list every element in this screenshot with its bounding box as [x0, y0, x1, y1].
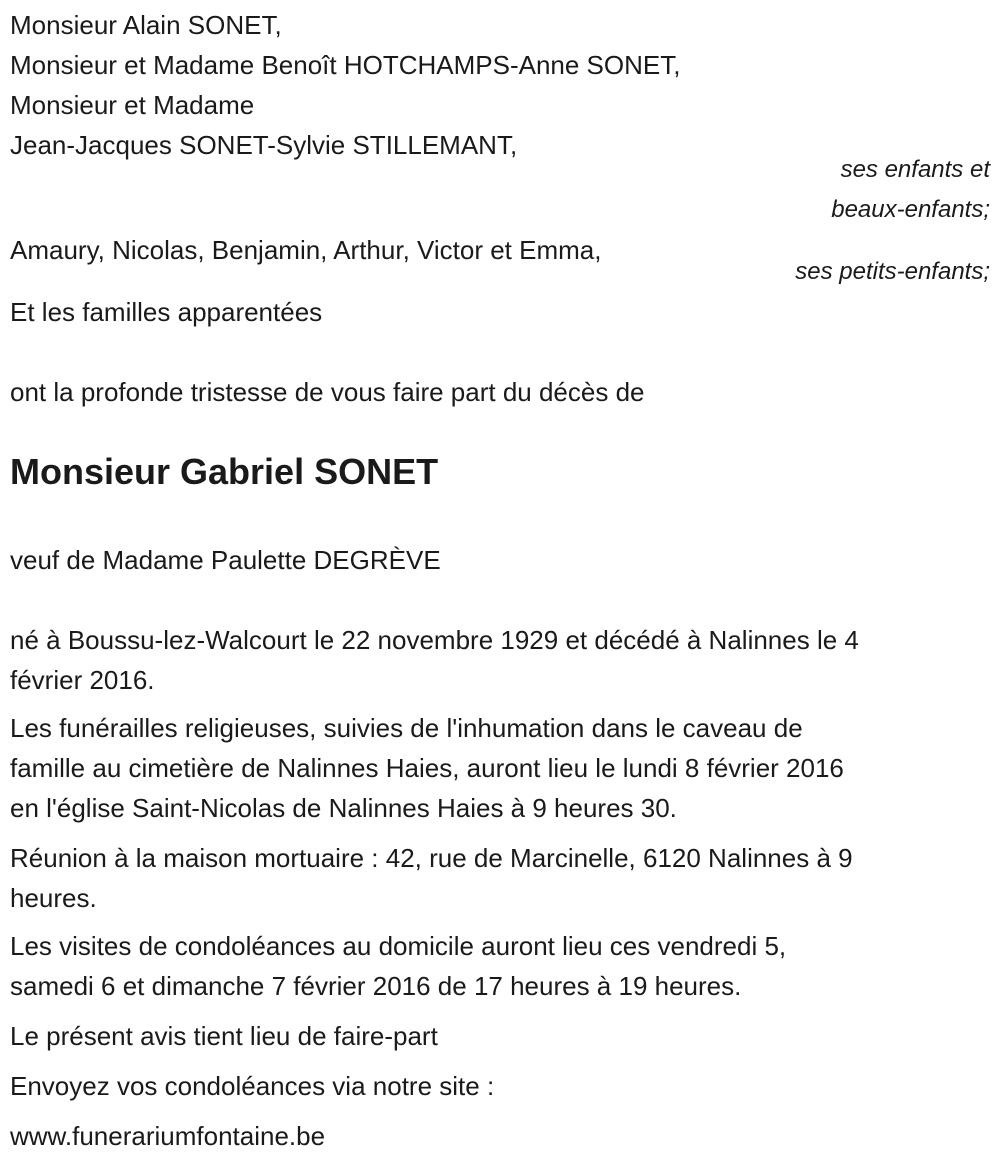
body-line: en l'église Saint-Nicolas de Nalinnes Haies à 9 heures 30. [10, 793, 677, 823]
body-line: heures. [10, 883, 97, 913]
children-role: ses enfants et [840, 156, 990, 183]
relatives: Et les familles apparentées [10, 297, 323, 327]
website-link[interactable]: www.funerariumfontaine.be [10, 1121, 326, 1151]
body-line: samedi 6 et dimanche 7 février 2016 de 17 heures à 19 heures. [10, 971, 742, 1001]
deceased-name: Monsieur Gabriel SONET [10, 451, 439, 492]
family-line: Monsieur Alain SONET, [10, 10, 282, 40]
body-line: Les visites de condoléances au domicile auront lieu ces vendredi 5, [10, 931, 787, 961]
family-line: Monsieur et Madame [10, 90, 255, 120]
body-line: né à Boussu-lez-Walcourt le 22 novembre 1929 et décédé à Nalinnes le 4 [10, 625, 859, 655]
body-line: Les funérailles religieuses, suivies de l'inhumation dans le caveau de [10, 713, 803, 743]
body-line: famille au cimetière de Nalinnes Haies, auront lieu le lundi 8 février 2016 [10, 753, 844, 783]
grandchildren: Amaury, Nicolas, Benjamin, Arthur, Victor et Emma, [10, 235, 602, 265]
children-role: beaux-enfants; [831, 196, 990, 223]
announcement: ont la profonde tristesse de vous faire part du décès de [10, 377, 645, 407]
widower: veuf de Madame Paulette DEGRÈVE [10, 545, 441, 575]
grandchildren-role: ses petits-enfants; [795, 258, 990, 285]
body-line: Le présent avis tient lieu de faire-part [10, 1021, 438, 1051]
body-line: Réunion à la maison mortuaire : 42, rue de Marcinelle, 6120 Nalinnes à 9 [10, 843, 853, 873]
family-line: Monsieur et Madame Benoît HOTCHAMPS-Anne SONET, [10, 50, 681, 80]
family-line: Jean-Jacques SONET-Sylvie STILLEMANT, [10, 130, 518, 160]
body-line: février 2016. [10, 665, 155, 695]
body-line: Envoyez vos condoléances via notre site : [10, 1071, 495, 1101]
